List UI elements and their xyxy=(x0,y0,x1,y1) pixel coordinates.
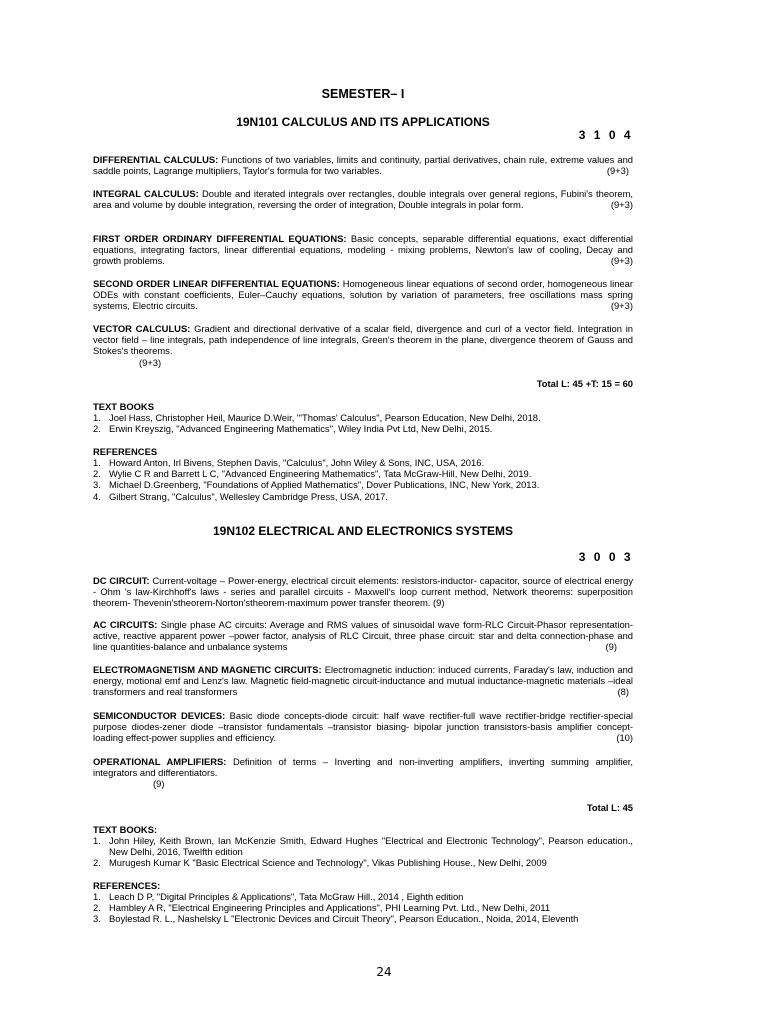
list-item: 2. Wylie C R and Barrett L C, "Advanced Engineering Mathematics", Tata McGraw-Hill, New Delhi, 2019. xyxy=(93,468,532,480)
unit-head: DC CIRCUIT: xyxy=(93,575,150,586)
unit-text: Double and iterated integrals over rectangles, double integrals over general regions, Fubini's theorem, area and volume by double integration, reversing the order of integration, Double integrals in polar form. xyxy=(93,188,634,211)
list-item: 3. Boylestad R. L., Nashelsky L "Electronic Devices and Circuit Theory", Pearson Education., Noida, 2014, Eleventh xyxy=(93,913,579,925)
unit-head: AC CIRCUITS: xyxy=(93,619,158,630)
unit-head: SECOND ORDER LINEAR DIFFERENTIAL EQUATIONS: xyxy=(93,278,340,289)
course1-title: 19N101 CALCULUS AND ITS APPLICATIONS xyxy=(236,115,490,129)
unit-hours: (9) xyxy=(433,597,445,609)
page-number: 24 xyxy=(376,965,392,979)
unit-hours: (9) xyxy=(605,641,617,653)
course2-total: Total L: 45 xyxy=(586,802,633,813)
unit-head: OPERATIONAL AMPLIFIERS: xyxy=(93,756,227,767)
course1-credits: 3 1 0 4 xyxy=(578,128,633,142)
course1-unit-3 xyxy=(93,233,633,267)
unit-head: INTEGRAL CALCULUS: xyxy=(93,188,199,199)
list-item: 3. Michael D.Greenberg, "Foundations of Applied Mathematics", Dover Publications, INC, New York, 2013. xyxy=(93,479,540,491)
unit-text: Basic concepts, separable differential equations, exact differential equations, integrating factors, linear differential equations, modeling - mixing problems, Newton's law of cooling, Decay and growth problems. xyxy=(93,233,634,267)
unit-hours: (9+3) xyxy=(610,255,633,267)
course2-unit-2 xyxy=(93,619,633,653)
unit-text: Gradient and directional derivative of a scalar field, divergence and curl of a vector field. Integration in vector field – line integrals, path independence of line integrals, Green's theorem in the plane, divergence theorem of Gauss and Stokes's theorems. xyxy=(93,323,633,357)
course2-unit-5 xyxy=(93,756,633,790)
course2-textbooks-heading: TEXT BOOKS: xyxy=(93,824,158,835)
unit-hours: (9+3) xyxy=(610,300,633,312)
unit-hours: (8) xyxy=(617,686,629,698)
unit-text: Basic diode concepts-diode circuit: half wave rectifier-full wave rectifier-bridge rectifier-special purpose diodes-zener diode –transistor fundamentals –transistor biasing- bipolar junction transistors-basis amplifier concept-loading effect-power supplies and efficiency. xyxy=(93,710,633,744)
course1-textbooks-heading: TEXT BOOKS xyxy=(93,401,154,412)
course1-unit-1 xyxy=(93,154,633,176)
course2-references-heading: REFERENCES: xyxy=(93,880,161,891)
list-item: 2. Erwin Kreyszig, "Advanced Engineering Mathematics", Wiley India Pvt Ltd, New Delhi, 2015. xyxy=(93,423,493,435)
list-item: 1. Howard Anton, Irl Bivens, Stephen Davis, "Calculus", John Wiley & Sons, INC, USA, 2016. xyxy=(93,457,485,468)
course1-unit-4 xyxy=(93,278,633,312)
course1-references-heading: REFERENCES xyxy=(93,446,158,457)
unit-hours: (9+3) xyxy=(606,165,629,177)
unit-hours: (9) xyxy=(153,778,165,790)
unit-hours: (9+3) xyxy=(139,356,162,368)
unit-head: VECTOR CALCULUS: xyxy=(93,323,191,334)
unit-head: FIRST ORDER ORDINARY DIFFERENTIAL EQUATIONS: xyxy=(93,233,347,244)
list-item: 2. Hambley A R, "Electrical Engineering Principles and Applications", PHI Learning Pvt. Ltd., New Delhi, 2011 xyxy=(93,902,551,914)
semester-title: SEMESTER– I xyxy=(321,87,405,101)
unit-text: Electromagnetic induction: induced currents, Faraday's law, induction and energy, motional emf and Lenz's law. Magnetic field-magnetic circuit-inductance and mutual inductance-magnetic materials –ideal transformers and real transformers xyxy=(93,664,633,698)
course2-credits: 3 0 0 3 xyxy=(578,550,633,564)
list-item: 4. Gilbert Strang, "Calculus", Wellesley Cambridge Press, USA, 2017. xyxy=(93,490,388,502)
list-item: 1. Leach D P, "Digital Principles & Applications", Tata McGraw Hill., 2014 , Eighth edition xyxy=(93,891,464,902)
course2-unit-3 xyxy=(93,664,633,698)
course1-unit-2 xyxy=(93,188,633,210)
unit-hours: (9+3) xyxy=(610,199,633,211)
unit-head: SEMICONDUCTOR DEVICES: xyxy=(93,710,226,721)
course1-total: Total L: 45 +T: 15 = 60 xyxy=(536,378,633,389)
list-item: 1. John Hiley, Keith Brown, Ian McKenzie Smith, Edward Hughes "Electrical and Electronic Technology", Pearson education., New Delhi, 2016, Twelfth edition xyxy=(93,835,633,858)
course1-textbooks-list xyxy=(93,412,633,434)
course2-references-list xyxy=(93,891,633,925)
course1-references-list xyxy=(93,457,633,502)
unit-text: Functions of two variables, limits and continuity, partial derivatives, chain rule, extreme values and saddle points, Lagrange multipliers, Taylor's formula for two variables. xyxy=(93,154,633,177)
unit-text: Current-voltage – Power-energy, electrical circuit elements: resistors-inductor- capacitor, source of electrical energy - Ohm 's law-Kirchhoff's laws - series and parallel circuits - Maxwell's loop current method, Network theorems: superposition theorem- Thevenin'stheorem-Norton'stheorem-maximum power transfer theorem. xyxy=(93,575,634,609)
course2-textbooks-list xyxy=(93,835,633,869)
unit-hours: (10) xyxy=(616,732,633,744)
unit-head: DIFFERENTIAL CALCULUS: xyxy=(93,154,219,165)
course2-title: 19N102 ELECTRICAL AND ELECTRONICS SYSTEMS xyxy=(212,524,514,538)
list-item: 1. Joel Hass, Christopher Heil, Maurice D.Weir, "'Thomas' Calculus", Pearson Education, New Delhi, 2018. xyxy=(93,412,541,423)
course2-unit-4 xyxy=(93,710,633,744)
unit-head: ELECTROMAGNETISM AND MAGNETIC CIRCUITS: xyxy=(93,664,322,675)
course1-unit-5 xyxy=(93,323,633,368)
list-item: 2. Murugesh Kumar K "Basic Electrical Science and Technology", Vikas Publishing House., New Delhi, 2009 xyxy=(93,857,547,869)
unit-text: Single phase AC circuits: Average and RMS values of sinusoidal wave form-RLC Circuit-Phasor representation-active, reactive apparent power –power factor, analysis of RLC Circuit, three phase circuit: star and delta connection-phase and line quantities-balance and unbalance systems xyxy=(93,619,633,653)
unit-text: Definition of terms – Inverting and non-inverting amplifiers, inverting summing amplifier, integrators and differentiators. xyxy=(93,756,634,779)
unit-text: Homogeneous linear equations of second order, homogeneous linear ODEs with constant coefficients, Euler–Cauchy equations, solution by variation of parameters, free oscillations mass spring systems, Electric circuits. xyxy=(93,278,633,312)
course2-unit-1 xyxy=(93,575,633,609)
